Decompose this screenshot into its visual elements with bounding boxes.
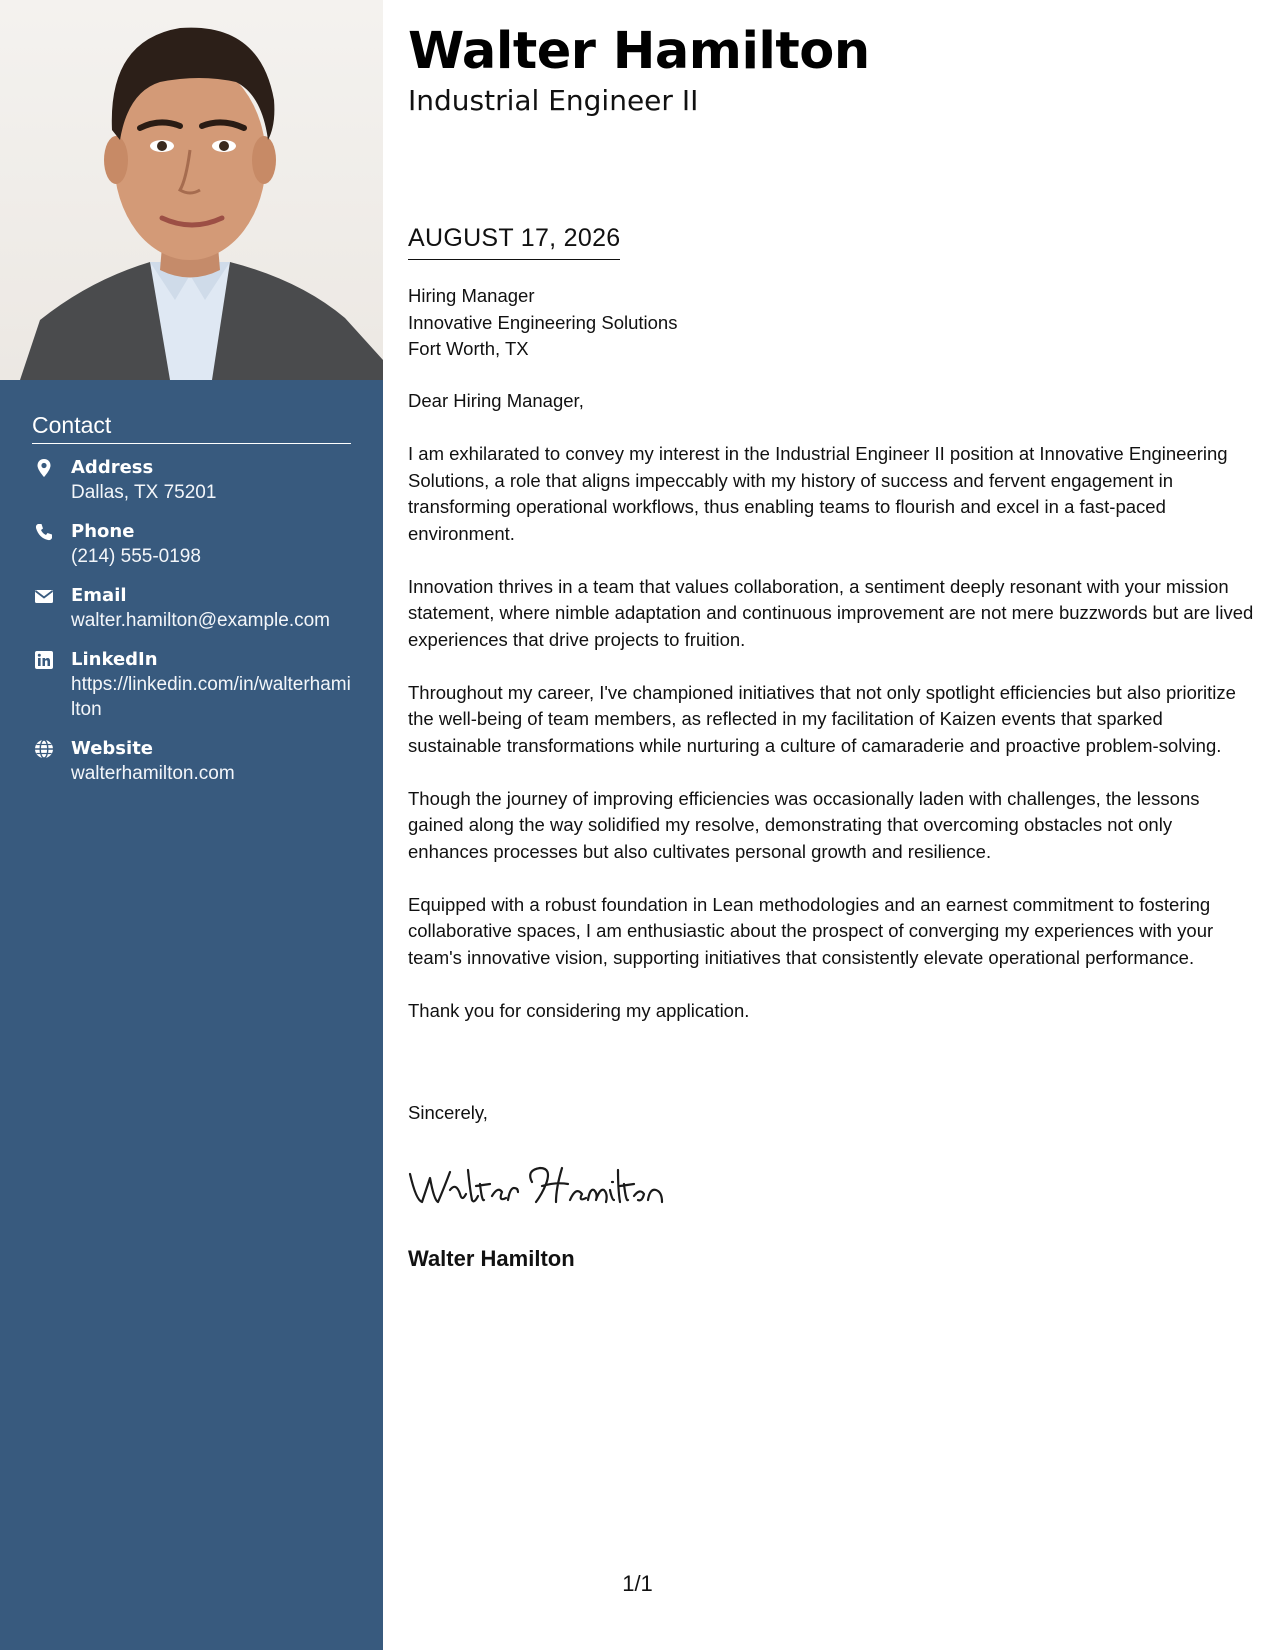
letter-date: AUGUST 17, 2026 [408,224,620,260]
recipient-line: Innovative Engineering Solutions [408,311,678,333]
contact-label: Website [71,738,154,759]
applicant-name: Walter Hamilton [408,22,870,81]
recipient-line: Hiring Manager [408,285,535,306]
phone-value[interactable]: (214) 555-0198 [71,546,201,567]
recipient-line: Fort Worth, TX [408,338,529,359]
map-pin-icon [34,458,54,478]
handwritten-signature [406,1160,676,1210]
envelope-icon [34,586,54,606]
sidebar [0,0,383,1650]
job-title: Industrial Engineer II [408,84,699,117]
recipient-block [408,283,677,363]
linkedin-icon [34,650,54,670]
contact-email [32,584,351,633]
contact-label: Address [71,457,154,478]
profile-photo [0,0,383,380]
body-paragraph: Thank you for considering my application. [408,999,750,1021]
contact-label: LinkedIn [71,649,158,670]
body-paragraph: Equipped with a robust foundation in Lean methodologies and an earnest commitment to fostering collaborative spaces, I am enthusiastic about the prospect of converging my experiences with your team's innovative vision, supporting initiatives that consistently elevate operational performance. [408,893,1214,968]
body-paragraph: I am exhilarated to convey my interest in the Industrial Engineer II position at Innovative Engineering Solutions, a role that aligns impeccably with my history of success and fervent engagement in transforming operational workflows, thus enabling teams to flourish and excel in a fast-paced environment. [408,443,1228,544]
contact-label: Phone [71,521,135,542]
body-paragraph: Throughout my career, I've championed initiatives that not only spotlight efficiencies but also prioritize the well-being of team members, as reflected in my facilitation of Kaizen events that sparked sustainable transformations while nurturing a culture of camaraderie and proactive problem-solving. [408,681,1236,756]
letter-body [408,388,1254,1051]
contact-address [32,456,351,505]
phone-icon [34,522,54,542]
contact-label: Email [71,585,127,606]
website-value[interactable]: walterhamilton.com [71,763,235,784]
linkedin-value[interactable]: https://linkedin.com/in/walterhamilton [71,674,351,720]
signer-name: Walter Hamilton [408,1246,575,1271]
email-value[interactable]: walter.hamilton@example.com [71,610,331,631]
contact-section [32,412,351,801]
contact-website [32,737,351,786]
contact-linkedin [32,648,351,722]
page-indicator: 1/1 [622,1571,653,1596]
body-paragraph: Though the journey of improving efficiencies was occasionally laden with challenges, the lessons gained along the way solidified my resolve, demonstrating that overcoming obstacles not only enhances processes but also cultivates personal growth and resilience. [408,787,1200,862]
greeting: Dear Hiring Manager, [408,390,584,411]
body-paragraph: Innovation thrives in a team that values collaboration, a sentiment deeply resonant with your mission statement, where nimble adaptation and continuous improvement are not mere buzzwords but are lived experiences that drive projects to fruition. [408,575,1254,650]
contact-phone [32,520,351,569]
globe-icon [34,739,54,759]
address-value: Dallas, TX 75201 [71,482,217,503]
closing: Sincerely, [408,1102,488,1123]
contact-heading: Contact [32,412,351,444]
